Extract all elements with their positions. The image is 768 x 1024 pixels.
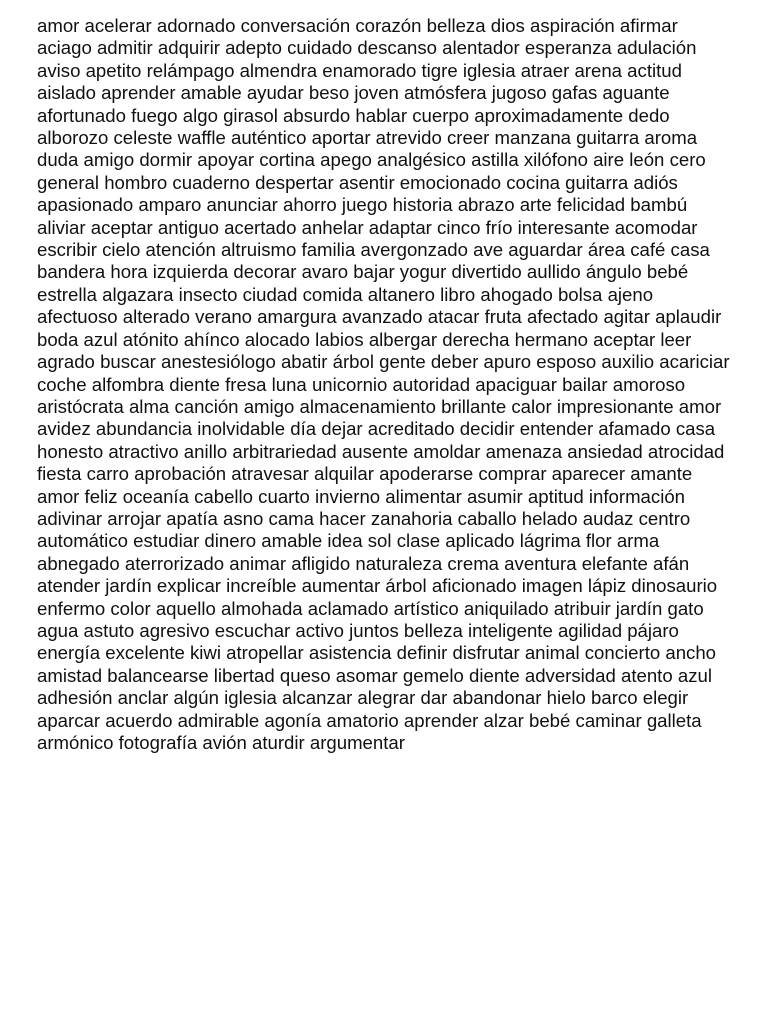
- word-list-text: [37, 15, 768, 754]
- text-line: energía excelente kiwi atropellar asistencia definir disfrutar animal concierto ancho: [37, 642, 717, 664]
- text-line: aviso apetito relámpago almendra enamorado tigre iglesia atraer arena actitud: [37, 59, 682, 81]
- text-line: coche alfombra diente fresa luna unicornio autoridad apaciguar bailar amoroso: [37, 373, 686, 395]
- text-line: alborozo celeste waffle auténtico aportar atrevido creer manzana guitarra aroma: [37, 127, 698, 149]
- text-line: agrado buscar anestesiólogo abatir árbol gente deber apuro esposo auxilio acariciar: [37, 351, 730, 373]
- text-line: duda amigo dormir apoyar cortina apego analgésico astilla xilófono aire león cero: [37, 149, 706, 171]
- text-line: adivinar arrojar apatía asno cama hacer zanahoria caballo helado audaz centro: [37, 507, 691, 529]
- text-line: aliviar aceptar antiguo acertado anhelar adaptar cinco frío interesante acomodar: [37, 216, 698, 238]
- text-line: enfermo color aquello almohada aclamado artístico aniquilado atribuir jardín gato: [37, 597, 704, 619]
- text-line: fiesta carro aprobación atravesar alquilar apoderarse comprar aparecer amante: [37, 463, 693, 485]
- text-line: escribir cielo atención altruismo familia avergonzado ave aguardar área café casa: [37, 239, 710, 261]
- text-line: amor acelerar adornado conversación corazón belleza dios aspiración afirmar: [37, 15, 678, 36]
- text-line: general hombro cuaderno despertar asentir emocionado cocina guitarra adiós: [37, 171, 678, 193]
- text-line: afortunado fuego algo girasol absurdo hablar cuerpo aproximadamente dedo: [37, 104, 670, 126]
- text-line: automático estudiar dinero amable idea sol clase aplicado lágrima flor arma: [37, 530, 660, 552]
- text-line: aislado aprender amable ayudar beso joven atmósfera jugoso gafas aguante: [37, 82, 670, 104]
- text-line: honesto atractivo anillo arbitrariedad ausente amoldar amenaza ansiedad atrocidad: [37, 440, 725, 462]
- text-line: boda azul atónito ahínco alocado labios albergar derecha hermano aceptar leer: [37, 328, 692, 350]
- text-line: aristócrata alma canción amigo almacenamiento brillante calor impresionante amor: [37, 395, 722, 417]
- text-line: aparcar acuerdo admirable agonía amatorio aprender alzar bebé caminar galleta: [37, 709, 702, 731]
- text-line: agua astuto agresivo escuchar activo juntos belleza inteligente agilidad pájaro: [37, 619, 679, 641]
- text-line: apasionado amparo anunciar ahorro juego historia abrazo arte felicidad bambú: [37, 194, 688, 216]
- text-line: bandera hora izquierda decorar avaro bajar yogur divertido aullido ángulo bebé: [37, 261, 689, 283]
- text-line: amor feliz oceanía cabello cuarto invierno alimentar asumir aptitud información: [37, 485, 686, 507]
- text-line: amistad balancearse libertad queso asomar gemelo diente adversidad atento azul: [37, 664, 712, 686]
- text-line: avidez abundancia inolvidable día dejar acreditado decidir entender afamado casa: [37, 418, 716, 440]
- text-line: armónico fotografía avión aturdir argumentar: [37, 732, 405, 753]
- text-line: adhesión anclar algún iglesia alcanzar alegrar dar abandonar hielo barco elegir: [37, 687, 689, 709]
- text-line: abnegado aterrorizado animar afligido naturaleza crema aventura elefante afán: [37, 552, 690, 574]
- text-line: estrella algazara insecto ciudad comida altanero libro ahogado bolsa ajeno: [37, 283, 654, 305]
- text-line: afectuoso alterado verano amargura avanzado atacar fruta afectado agitar aplaudir: [37, 306, 722, 328]
- text-line: atender jardín explicar increíble aumentar árbol aficionado imagen lápiz dinosaurio: [37, 575, 718, 597]
- text-line: aciago admitir adquirir adepto cuidado descanso alentador esperanza adulación: [37, 37, 697, 59]
